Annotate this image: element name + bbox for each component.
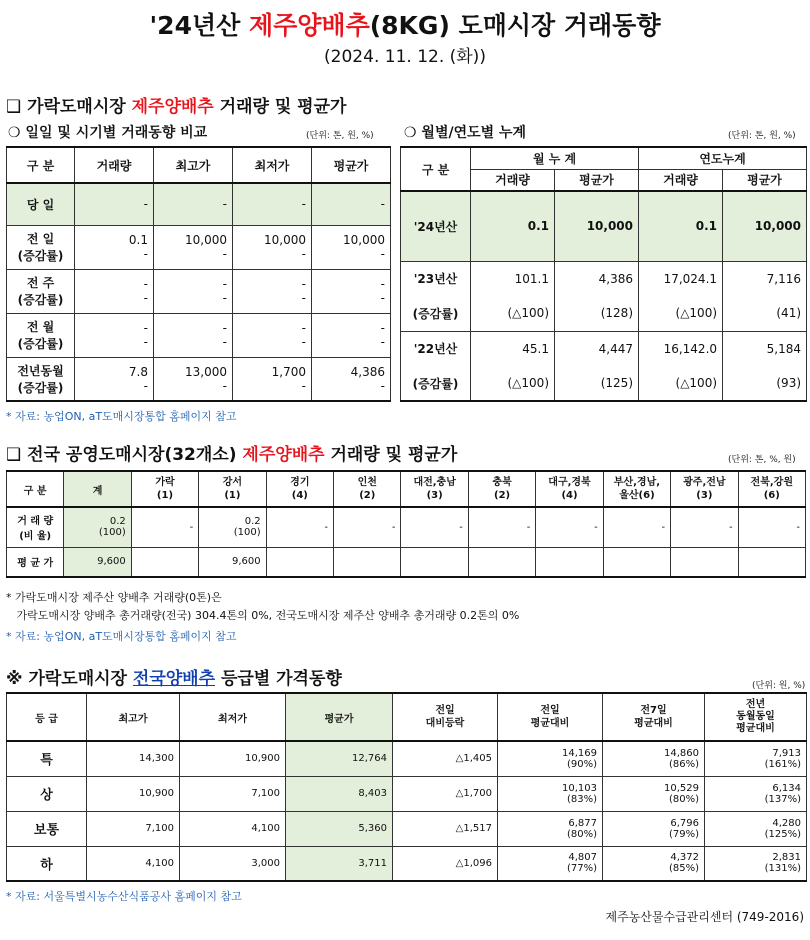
row-2022-rate <box>401 366 807 401</box>
cell-value: 4,280 <box>772 817 801 829</box>
row-sublabel: (증감률) <box>17 337 64 351</box>
cell-value: - <box>143 321 148 335</box>
cell-rate: - <box>380 335 385 349</box>
header-cell: 최고가 <box>87 693 180 741</box>
cell-rate: (△100) <box>639 296 723 331</box>
header-market: 충북 (2) <box>468 471 535 507</box>
cell-value: 4,447 <box>555 331 639 366</box>
header-cell: 평균가 <box>312 147 391 183</box>
row-avg-price <box>7 547 806 577</box>
row-label: 당 일 <box>7 183 75 225</box>
source-note-2: * 자료: 농업ON, aT도매시장통합 홈페이지 참고 <box>6 630 237 643</box>
cell-rate: (86%) <box>668 758 699 770</box>
cell-value: 3,000 <box>180 846 286 881</box>
cell-rate: - <box>222 247 227 261</box>
footer-center: 제주농산물수급관리센터 (749-2016) <box>605 910 804 924</box>
cell-rate: (79%) <box>668 828 699 840</box>
cell-rate: (161%) <box>764 758 801 770</box>
cell-rate: (83%) <box>566 793 597 805</box>
source-note-3: * 자료: 서울특별시농수산식품공사 홈페이지 참고 <box>6 890 242 903</box>
daily-unit: (단위: 톤, 원, %) <box>306 131 374 141</box>
cell-rate: (80%) <box>566 828 597 840</box>
cell-rate: - <box>222 378 227 393</box>
header-market: 대구,경북 (4) <box>536 471 603 507</box>
cell-value: 7,116 <box>723 261 807 296</box>
cell-value: 2,831 <box>772 852 801 864</box>
row-prev-week <box>7 269 391 313</box>
header-cell: 구 분 <box>7 471 64 507</box>
cell-value <box>738 547 805 577</box>
cell-value: 6,134 <box>772 782 801 794</box>
row-2023-rate <box>401 296 807 331</box>
daily-subtitle: ❍ 일일 및 시기별 거래동향 비교 <box>8 125 208 141</box>
cell-rate: - <box>301 335 306 349</box>
national-table <box>6 470 806 578</box>
cell-value <box>401 547 468 577</box>
cell-value: - <box>143 277 148 291</box>
cell-rate: - <box>380 247 385 261</box>
cell-value: 5,360 <box>286 811 393 846</box>
page-title: '24년산 제주양배추(8KG) 도매시장 거래동향 <box>149 11 661 40</box>
cell-value: 8,403 <box>286 776 393 811</box>
cell-value: - <box>222 277 227 291</box>
cell-value: △1,096 <box>393 846 498 881</box>
cell-value: 9,600 <box>64 547 131 577</box>
section1-title: ❑ 가락도매시장 제주양배추 거래량 및 평균가 <box>6 97 347 117</box>
cell-rate: (90%) <box>566 758 597 770</box>
row-prev-year <box>7 357 391 401</box>
header-cell: 거래량 <box>75 147 154 183</box>
cell-value: 14,860 <box>664 747 699 759</box>
cell-rate: - <box>661 521 666 533</box>
grade-label: 상 <box>7 776 87 811</box>
row-sublabel: (증감률) <box>17 380 64 395</box>
header-cell: 평균가 <box>555 169 639 191</box>
cell-rate: (△100) <box>471 296 555 331</box>
header-cell: 평균가 <box>286 693 393 741</box>
cell-rate: - <box>459 521 463 533</box>
cell-value: 4,372 <box>670 852 699 864</box>
row-label: 평 균 가 <box>7 547 64 577</box>
header-market: 경기 (4) <box>266 471 333 507</box>
cell-rate: - <box>391 521 396 533</box>
row-label: 전 주 <box>26 276 55 290</box>
cell-value: - <box>75 183 154 225</box>
cell-value: 6,877 <box>568 817 597 829</box>
cum-table <box>400 146 807 402</box>
cell-value: 1,700 <box>271 364 306 379</box>
cell-rate: - <box>594 521 598 533</box>
header-cell: 등 급 <box>7 693 87 741</box>
row-2022 <box>401 331 807 366</box>
cell-value: 3,711 <box>286 846 393 881</box>
header-market: 강서 (1) <box>199 471 266 507</box>
cell-value: 101.1 <box>471 261 555 296</box>
cell-value: 6,796 <box>670 817 699 829</box>
cell-rate: (77%) <box>566 863 597 875</box>
cell-rate: (41) <box>723 296 807 331</box>
section2-title: ❑ 전국 공영도매시장(32개소) 제주양배추 거래량 및 평균가 <box>6 445 458 465</box>
header-cell: 거래량 <box>639 169 723 191</box>
cell-value: - <box>154 183 233 225</box>
cell-value: 5,184 <box>723 331 807 366</box>
cell-rate: - <box>222 291 227 305</box>
cell-value: 14,300 <box>87 741 180 776</box>
cell-rate: (100) <box>98 527 126 539</box>
cell-value: 0.2 <box>244 516 261 528</box>
cell-value: 7,100 <box>87 811 180 846</box>
cell-value: 0.1 <box>639 191 723 261</box>
daily-table <box>6 146 391 402</box>
row-label: 전 일 <box>26 232 55 246</box>
cell-value: △1,405 <box>393 741 498 776</box>
grade-label: 특 <box>7 741 87 776</box>
nat-unit: (단위: 톤, %, 원) <box>728 455 796 465</box>
cell-value: 4,100 <box>87 846 180 881</box>
header-cell: 최저가 <box>180 693 286 741</box>
cell-rate: (131%) <box>764 863 801 875</box>
row-label: '22년산 <box>401 331 471 366</box>
cell-value: 4,100 <box>180 811 286 846</box>
cell-rate: - <box>143 335 148 349</box>
cell-rate: - <box>189 521 194 533</box>
footnote-b: 가락도매시장 양배추 총거래량(전국) 304.4톤의 0%, 전국도매시장 제주산 양배추 총거래량 0.2톤의 0% <box>6 609 520 622</box>
cell-value <box>266 547 333 577</box>
header-cell: 전7일 평균대비 <box>603 693 705 741</box>
cell-value: 4,386 <box>555 261 639 296</box>
cell-value: - <box>301 321 306 335</box>
header-market: 광주,전남 (3) <box>671 471 738 507</box>
cell-value: 10,000 <box>555 191 639 261</box>
cell-value: - <box>380 277 385 291</box>
row-today <box>7 183 391 225</box>
cell-value: 16,142.0 <box>639 331 723 366</box>
header-year: 연도누계 <box>639 147 807 169</box>
cell-value: 0.1 <box>128 233 148 247</box>
cell-rate: - <box>143 291 148 305</box>
header-cell: 전년 동월동일 평균대비 <box>705 693 807 741</box>
cum-unit: (단위: 톤, 원, %) <box>728 131 796 141</box>
cell-rate: - <box>796 521 800 533</box>
cell-value: 10,000 <box>264 233 306 247</box>
row-label: 전년동월 <box>17 363 64 378</box>
grade-table <box>6 692 807 882</box>
cell-value <box>603 547 670 577</box>
cell-value: △1,517 <box>393 811 498 846</box>
row-label: 거 래 량 <box>17 516 54 528</box>
grade-row <box>7 846 807 881</box>
cell-value <box>131 547 198 577</box>
cell-value: 7.8 <box>128 364 148 379</box>
header-market: 가락 (1) <box>131 471 198 507</box>
cell-value: - <box>233 183 312 225</box>
row-sublabel: (증감률) <box>401 366 471 401</box>
cell-value: 10,529 <box>664 782 699 794</box>
header-cell: 최고가 <box>154 147 233 183</box>
cell-value: - <box>301 277 306 291</box>
header-cell: 구 분 <box>401 147 471 191</box>
header-cell: 구 분 <box>7 147 75 183</box>
cell-rate: - <box>222 335 227 349</box>
cell-value: 10,103 <box>562 782 597 794</box>
cell-value: 12,764 <box>286 741 393 776</box>
cell-value: 4,386 <box>350 364 385 379</box>
cell-value: 10,900 <box>180 741 286 776</box>
row-label: '23년산 <box>401 261 471 296</box>
header-cell: 거래량 <box>471 169 555 191</box>
grade-label: 하 <box>7 846 87 881</box>
cell-rate: - <box>143 247 148 261</box>
row-2023 <box>401 261 807 296</box>
cell-value: 0.2 <box>109 516 126 528</box>
header-cell: 최저가 <box>233 147 312 183</box>
cell-value: 7,100 <box>180 776 286 811</box>
header-market: 전북,강원 (6) <box>738 471 805 507</box>
cell-rate: (128) <box>555 296 639 331</box>
grade-row <box>7 741 807 776</box>
cell-value: 0.1 <box>471 191 555 261</box>
cell-rate: (125%) <box>764 828 801 840</box>
cell-value: 14,169 <box>562 747 597 759</box>
header-market: 대전,충남 (3) <box>401 471 468 507</box>
cell-rate: - <box>324 521 329 533</box>
cell-value <box>671 547 738 577</box>
report-date: (2024. 11. 12. (화)) <box>324 47 486 67</box>
row-prev-day <box>7 225 391 269</box>
cell-value: 17,024.1 <box>639 261 723 296</box>
row-volume <box>7 507 806 547</box>
cell-value: - <box>222 321 227 335</box>
section3-title: ※ 가락도매시장 전국양배추 등급별 가격동향 <box>6 669 342 689</box>
cell-rate: - <box>380 378 385 393</box>
header-cell: 전일 대비등락 <box>393 693 498 741</box>
row-sublabel: (비 율) <box>19 531 52 543</box>
grade-header-row <box>7 693 807 741</box>
grade-unit: (단위: 원, %) <box>752 681 806 691</box>
row-2024 <box>401 191 807 261</box>
header-cell: 평균가 <box>723 169 807 191</box>
cell-value: 10,000 <box>185 233 227 247</box>
cell-rate: (100) <box>233 527 261 539</box>
footnote-a: * 가락도매시장 제주산 양배추 거래량(0톤)은 <box>6 591 222 604</box>
cell-rate: (137%) <box>764 793 801 805</box>
cell-value: 4,807 <box>568 852 597 864</box>
cell-rate: - <box>301 247 306 261</box>
cell-rate: - <box>728 521 733 533</box>
header-market: 부산,경남, 울산(6) <box>603 471 670 507</box>
row-sublabel: (증감률) <box>17 293 64 307</box>
cell-value <box>536 547 603 577</box>
cell-value: 7,913 <box>772 747 801 759</box>
cell-value: - <box>312 183 391 225</box>
cell-value: △1,700 <box>393 776 498 811</box>
cell-rate: (△100) <box>471 366 555 401</box>
cell-rate: - <box>301 291 306 305</box>
grade-label: 보통 <box>7 811 87 846</box>
cell-rate: (93) <box>723 366 807 401</box>
cell-rate: - <box>526 521 531 533</box>
cell-value <box>334 547 401 577</box>
cell-rate: (125) <box>555 366 639 401</box>
cell-value: - <box>380 321 385 335</box>
cell-rate: (85%) <box>668 863 699 875</box>
cell-value: 10,900 <box>87 776 180 811</box>
cell-rate: - <box>143 378 148 393</box>
cell-rate: - <box>301 378 306 393</box>
header-cell: 전일 평균대비 <box>498 693 603 741</box>
cell-rate: (△100) <box>639 366 723 401</box>
cell-value: 9,600 <box>199 547 266 577</box>
cell-value: 13,000 <box>185 364 227 379</box>
cell-value: 10,000 <box>723 191 807 261</box>
header-market: 인천 (2) <box>334 471 401 507</box>
grade-row <box>7 776 807 811</box>
row-label: 전 월 <box>26 320 55 334</box>
source-note-1: * 자료: 농업ON, aT도매시장통합 홈페이지 참고 <box>6 410 237 423</box>
grade-row <box>7 811 807 846</box>
header-total: 계 <box>64 471 131 507</box>
cum-subtitle: ❍ 월별/연도별 누계 <box>404 125 527 141</box>
cell-rate: (80%) <box>668 793 699 805</box>
cell-value: 45.1 <box>471 331 555 366</box>
row-label: '24년산 <box>401 191 471 261</box>
row-sublabel: (증감률) <box>17 249 64 263</box>
cell-value <box>468 547 535 577</box>
cell-rate: - <box>380 291 385 305</box>
cell-value: 10,000 <box>343 233 385 247</box>
header-month: 월 누 계 <box>471 147 639 169</box>
row-prev-month <box>7 313 391 357</box>
row-sublabel: (증감률) <box>401 296 471 331</box>
